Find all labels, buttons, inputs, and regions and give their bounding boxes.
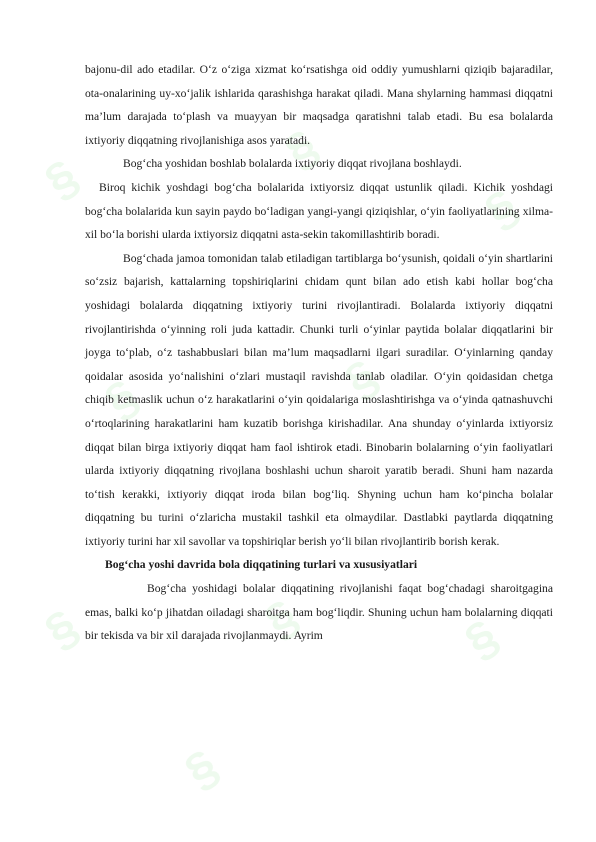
svg-text:§: § [175, 740, 229, 800]
paragraph-4: Bog‘chada jamoa tomonidan talab etiladigan tartiblarga bo‘ysunish, qoidali o‘yin shartlarini so‘zsiz bajarish, kattalarning topshiriqlarini chidam qunt bilan ado etish kabi hollar bog‘cha yoshidagi bolalarda diqqatning ixtiyoriy turini rivojlantiradi. Bolalarda ixtiyoriy diqqatni rivojlantirishda o‘yinning roli juda kattadir. Chunki turli o‘yinlar paytida bolalar diqqatlarini bir joyga to‘plab, o‘z tashabbuslari bilan ma’lum maqsadlarni ilgari suradilar. O‘yinlarning qanday qoidalar asosida yo‘nalishini o‘zlari mustaqil ravishda tanlab oladilar. O‘yin qoidasidan chetga chiqib ketmaslik uchun o‘z harakatlarini o‘yin qoidalariga moslashtirishga va o‘yinda qatnashuvchi o‘rtoqlarining harakatlarini ham kuzatib borishga kirishadilar. Ana shunday o‘yinlarda ixtiyorsiz diqqat bilan birga ixtiyoriy diqqat ham faol ishtirok etadi. Binobarin bolalarning o‘yin faoliyatlari ularda ixtiyoriy diqqatning rivojlana boshlashi uchun sharoit yaratib beradi. Shuni ham nazarda to‘tish kerakki, ixtiyoriy diqqat iroda bilan bog‘liq. Shyning uchun ham ko‘pincha bolalar diqqatning bu turini o‘zlaricha mustakil tashkil eta olmaydilar. Dastlabki paytlarda diqqatning ixtiyoriy turini har xil savollar va topshiriqlar berish yo‘li bilan rivojlantirib borish kerak. [85, 251, 553, 548]
paragraph-2: Bog‘cha yoshidan boshlab bolalarda ixtiyoriy diqqat rivojlana boshlaydi. [123, 157, 462, 171]
svg-text:§: § [455, 610, 509, 670]
svg-text:§: § [275, 120, 329, 180]
svg-text:§: § [35, 600, 89, 660]
svg-text:§: § [335, 350, 389, 410]
svg-text:§: § [35, 150, 89, 210]
paragraph-3: Biroq kichik yoshdagi bog‘cha bolalarida ixtiyorsiz diqqat ustunlik qiladi. Kichik yoshdagi bog‘cha bolalarida kun sayin paydo bo‘ladigan yangi-yangi qiziqishlar, o‘yin faoliyatlarining xilma-xil bo‘la borishi ularda ixtiyorsiz diqqatni asta-sekin takomillashtirib boradi. [85, 180, 553, 242]
paragraph-5: Bog‘cha yoshidagi bolalar diqqatining rivojlanishi faqat bog‘chadagi sharoitgagina emas, balki ko‘p jihatdan oiladagi sharoitga ham bog‘liqdir. Shuning uchun ham bolalarning diqqati bir tekisda va bir xil darajada rivojlanmaydi. Ayrim [85, 582, 553, 643]
paragraph-1: bajonu-dil ado etadilar. O‘z o‘ziga xizmat ko‘rsatishga oid oddiy yumushlarni qiziqib bajaradilar, ota-onalarining uy-xo‘jalik ishlarida qarashishga harakat qiladi. Mana shylarning hammasi diqqatni ma’lum darajada to‘plash va muayyan bir maqsadga qaratishni talab etadi. Bu esa bolalarda ixtiyoriy diqqatning rivojlanishiga asos yaratadi. [85, 63, 553, 147]
document-page [85, 58, 553, 648]
svg-text:§: § [255, 590, 309, 650]
svg-text:§: § [475, 180, 529, 240]
section-heading: Bog‘cha yoshi davrida bola diqqatining turlari va xususiyatlari [105, 558, 418, 572]
svg-text:§: § [95, 370, 149, 430]
